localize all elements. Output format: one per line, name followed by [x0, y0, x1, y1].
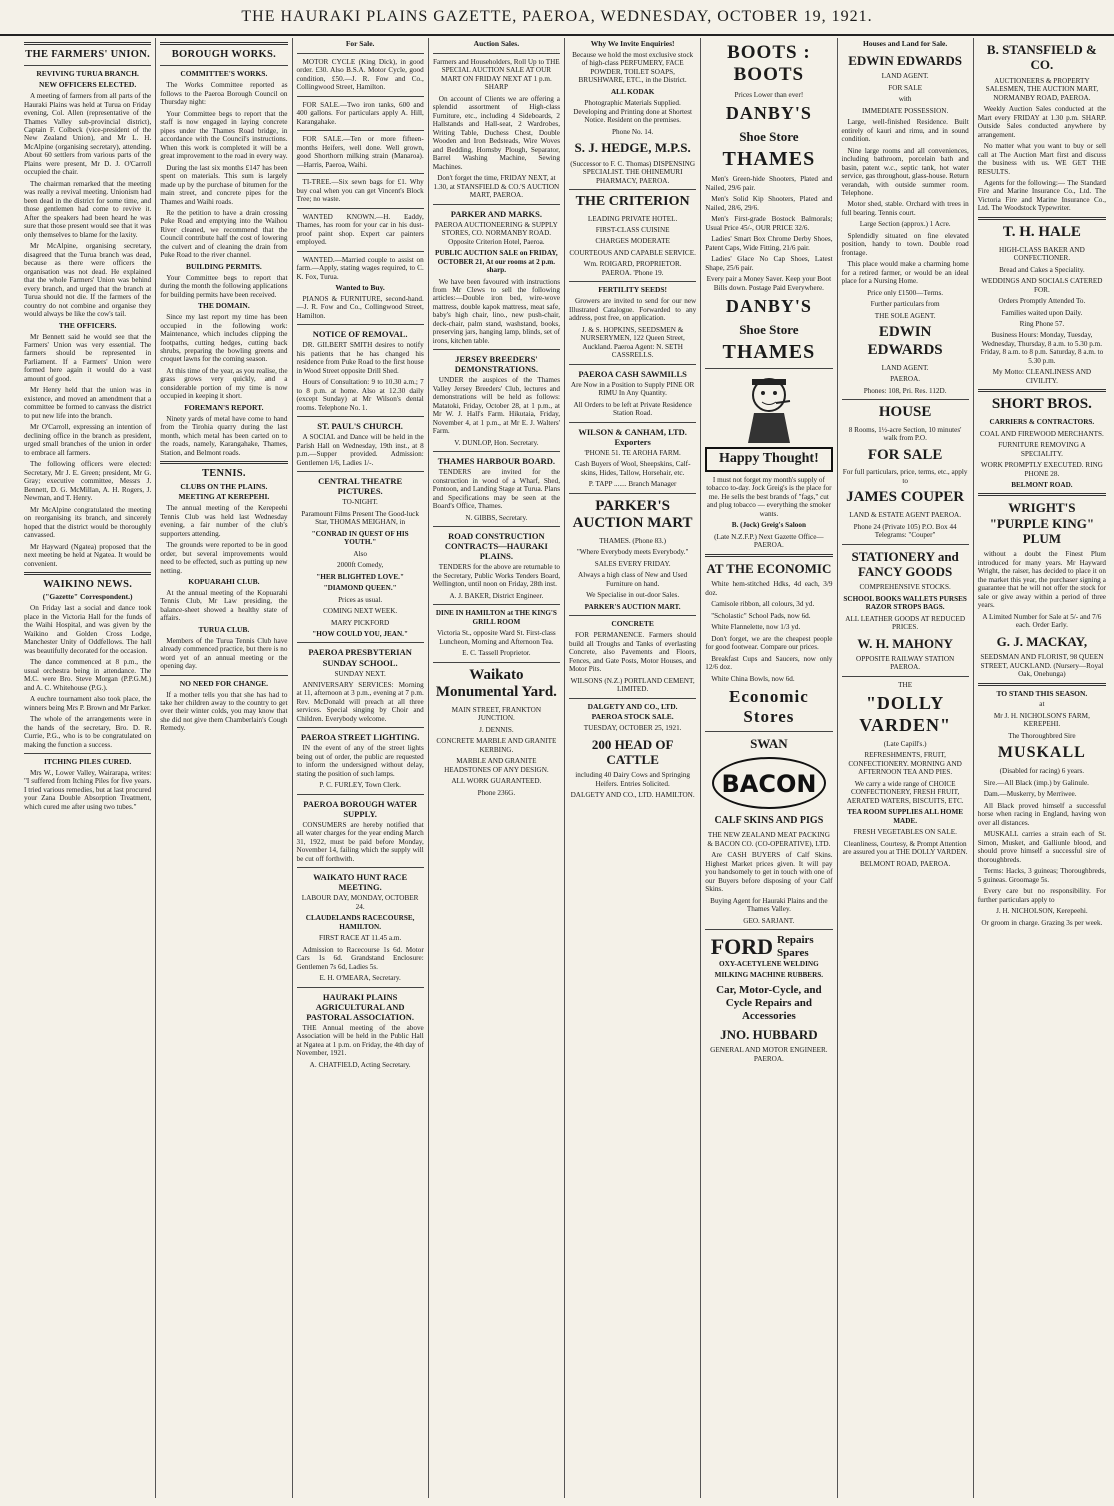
ad-body: at — [1039, 700, 1045, 709]
ad-body: TEA ROOM SUPPLIES ALL HOME MADE. — [847, 808, 964, 825]
ad-body: THE NEW ZEALAND MEAT PACKING & BACON CO. (CO-OPERATIVE), LTD. — [707, 831, 831, 848]
short-bros-title: SHORT BROS. — [991, 396, 1092, 413]
muskall-title: MUSKALL — [997, 744, 1086, 762]
ad-heading: FERTILITY SEEDS! — [598, 285, 668, 295]
notice-body: THE Annual meeting of the above Association will be held in the Public Hall at Ngatea at 1 p.m. on Friday, the 4th day of November, 1921. — [296, 1023, 424, 1058]
ad-body: Families waited upon Daily. — [1001, 308, 1083, 317]
paragraph: Since my last report my time has been occupied in the following work: Maintenance, which includes clipping the footpaths, cutting hedges, cutting back shrubs, preparing the bowling greens and croquet lawns for the coming season. — [160, 313, 288, 364]
thames-title: THAMES — [722, 340, 816, 363]
paragraph: The following officers were elected: Secretary, Mr J. E. Green; president, Mr G. Gray; executive committee, Messrs J. Bennett, D. G. McMillan, A. H. Rogers, J. Newman, and T. Henry. — [24, 460, 152, 503]
section-heading: TURUA CLUB. — [198, 624, 250, 634]
signature: E. H. O'MEARA, Secretary. — [319, 974, 401, 983]
ad-body: My Motto: CLEANLINESS AND CIVILITY. — [992, 368, 1092, 385]
ad-body: PAEROA AUCTIONEERING & SUPPLY STORES, CO. NORMANBY ROAD. Opposite Criterion Hotel, Paeroa. — [434, 220, 558, 246]
notice-line: MARY PICKFORD — [331, 618, 390, 627]
ad-body: WEDDINGS AND SOCIALS CATERED FOR. — [981, 277, 1103, 294]
ad-body: LAND & ESTATE AGENT PAEROA. — [849, 511, 962, 520]
section-heading: FOREMAN'S REPORT. — [184, 402, 264, 412]
ad-body: This place would make a charming home for a retired farmer, or would be an ideal place for a Nursing Home. — [841, 260, 969, 286]
car-repairs-title: Car, Motor-Cycle, and Cycle Repairs and Accessories — [716, 983, 822, 1022]
ad-body: SEEDSMAN AND FLORIST, 98 QUEEN STREET, AUCKLAND. (Nursery—Royal Oak, Onehunga) — [980, 653, 1104, 679]
signature: V. DUNLOP, Hon. Secretary. — [454, 438, 539, 447]
signature: Wm. ROIGARD, PROPRIETOR. PAEROA. 'Phone 19. — [583, 260, 682, 277]
notice-heading: PAEROA STREET LIGHTING. — [300, 732, 420, 743]
notice-heading: WAIKATO HUNT RACE MEETING. — [313, 872, 408, 893]
ad-body: Weekly Auction Sales conducted at the Mart every FRIDAY at 1.30 p.m. SHARP. Outside Sales conducted anywhere by arrangement. — [977, 105, 1106, 139]
section-heading: MEETING AT KEREPEHI. — [178, 492, 270, 502]
signature: P. C. FURLEY, Town Clerk. — [319, 781, 401, 790]
ad-body: P. TAPP ....... Branch Manager — [588, 480, 677, 489]
boots-title: BOOTS : BOOTS — [727, 42, 811, 86]
classified-ad: FOR SALE.—Two iron tanks, 600 and 400 gallons. For particulars apply A. Hill, Karangahake. — [296, 100, 424, 126]
bacon-logo-icon — [712, 757, 826, 809]
ad-body: Camisole ribbon, all colours, 3d yd. — [711, 600, 815, 609]
notice-body: Hours of Consultation: 9 to 10.30 a.m.; 7 to 8 p.m. at home. Also at 12.30 daily (except Sunday) at Mr Wilson's dental rooms. Telephone No. 1. — [296, 378, 424, 412]
ad-body: Or groom in charge. Grazing 3s per week. — [981, 918, 1103, 927]
house-title: HOUSE — [878, 404, 932, 421]
notice-body: DR. GILBERT SMITH desires to notify his patients that he has changed his residence from Puke Road to the first house in Wood Street opposite Drill Shed. — [296, 341, 424, 375]
ad-body: PARKER'S AUCTION MART. — [584, 602, 681, 611]
ad-body: The Thoroughbred Sire — [1008, 731, 1076, 740]
danbys-title: DANBY'S — [725, 296, 812, 317]
ad-body: We carry a wide range of CHOICE CONFECTIONERY, FRESH FRUIT, AERATED WATERS, BISCUITS, ETC. — [846, 779, 964, 805]
ad-body: Ring Phone 57. — [1019, 320, 1065, 328]
section-heading: KOPUARAHI CLUB. — [188, 577, 260, 587]
ad-body: White hem-stitched Hdks, 4d each, 3/9 doz. — [705, 580, 833, 597]
paragraph: A euchre tournament also took place, the winners being Mrs P. Brown and Mr Parker. — [24, 695, 152, 712]
criterion-title: THE CRITERION — [575, 193, 690, 209]
ad-body: FOR PERMANENCE. Farmers should build all Troughs and Tanks of everlasting Concrete, also Pavements and Floors, Fences, and Gate Posts, Motor Houses, and Motor Pits. — [569, 631, 697, 674]
ad-body: LAND AGENT. — [881, 363, 929, 372]
ad-body: We Specialise in out-door Sales. — [586, 591, 680, 600]
ad-body: CARRIERS & CONTRACTORS. — [989, 418, 1095, 427]
ad-body: (Late Capill's.) — [883, 739, 927, 748]
ad-heading: PAEROA STOCK SALE. — [591, 712, 674, 722]
ad-body: Mr J. H. NICHOLSON'S FARM, KEREPEHI. — [993, 711, 1090, 729]
paragraph: The dance commenced at 8 p.m., the usual orchestra being in attendance. The M.C. were Bro. Steve Morgan (P.P.G.M.) and A. C. Whitehouse (P.G.). — [24, 658, 152, 692]
notice-line: Paramount Films Present The Good-luck Star, THOMAS MEIGHAN, in — [301, 509, 419, 527]
ad-body: FIRST-CLASS CUISINE — [595, 225, 670, 234]
ad-body: BELMONT ROAD, PAEROA. — [859, 859, 951, 868]
ad-body: Phone No. 14. — [612, 127, 654, 136]
ad-body: Are Now in a Position to Supply PINE OR RIMU In Any Quantity. — [570, 380, 695, 398]
ad-body: "Scholastic" School Pads, now 6d. — [711, 611, 811, 620]
ad-body: Prices Lower than ever! — [734, 90, 804, 99]
ad-body: Cleanliness, Courtesy, & Prompt Attention are assured you at THE DOLLY VARDEN. — [842, 839, 968, 857]
ad-heading: DALGETY AND CO., LTD. — [587, 701, 678, 711]
paragraph: On Friday last a social and dance took place in the Victoria Hall for the funds of the Waihi Hospital, and was given by the Waikino and Golden Cross Lodge, Manchester Unity of Oddfellows. The hall was beautifully decorated for the occasion. — [24, 604, 152, 655]
ad-body: Ladies' Smart Box Chrome Derby Shoes, Patent Caps, Wide Fitting, 21/6 pair. — [705, 235, 833, 252]
classified-ad: PIANOS & FURNITURE, second-hand.—J. R. Fow and Co., Collingwood Street, Hamilton. — [296, 294, 424, 320]
ad-body: I must not forget my month's supply of tobacco to-day. Jock Greig's is the place for me. He sells the best brands of "fags," cut and plug tobacco — everything the smoker wants. — [706, 475, 832, 518]
ad-body: MILKING MACHINE RUBBERS. — [714, 971, 824, 980]
ad-heading: PARKER AND MARKS. — [450, 208, 542, 219]
section-heading: BUILDING PERMITS. — [185, 261, 262, 271]
ad-body: THE SOLE AGENT. — [874, 311, 936, 320]
ad-heading: WILSON & CANHAM, LTD. Exporters — [578, 426, 687, 447]
paragraph: Mr McAlpine congratulated the meeting on reorganising its branch, and sincerely hoped that the district would be thoroughly canvassed. — [24, 505, 152, 540]
shoe-store-title: Shoe Store — [739, 321, 799, 337]
stationery-title: STATIONERY and FANCY GOODS — [851, 548, 959, 579]
danbys-title: DANBY'S — [725, 103, 812, 124]
ad-body: A Limited Number for Sale at 5/- and 7/6 each. Order Early. — [982, 612, 1102, 630]
notice-body: Admission to Racecourse 1s 6d. Motor Cars 1s 6d. Grandstand Enclosure: Gentlemen 7s 6d, Ladies 5s. — [296, 945, 424, 971]
ad-body: OXY-ACETYLENE WELDING — [719, 960, 819, 968]
ad-body: THAMES. (Phone 83.) — [599, 536, 666, 545]
ad-body: Victoria St., opposite Ward St. First-class Luncheon, Morning and Afternoon Tea. — [437, 629, 556, 646]
ad-body: Breakfast Cups and Saucers, now only 12/6 doz. — [705, 654, 833, 672]
economic-stores-title: Economic Stores — [728, 686, 809, 727]
article-title: BOROUGH WORKS. — [171, 49, 277, 60]
ad-body: We have been favoured with instructions from Mr Clews to sell the following articles:—Double iron bed, wire-wove mattress, double kapok mattress, meat safe, baby's high chair, lino., new push-chair, deck-chair, palm stand, washstand, books, preserving jars, hanging lamp, blinds, set of irons, kitchen table. — [432, 277, 560, 345]
ad-body: TENDERS are invited for the construction in wood of a Wharf, Shed, Pontoon, and Landing Stage at Turua. Plans and Specifications may be seen at the Board's Office, Thames. — [432, 468, 560, 511]
ad-body: ALL KODAK — [610, 87, 655, 96]
ad-body: CHARGES MODERATE — [595, 237, 670, 246]
section-heading: ITCHING PILES CURED. — [43, 757, 132, 767]
film-title: "HER BLIGHTED LOVE." — [316, 572, 404, 581]
paragraph: During the last six months £147 has been spent on materials. This sum is largely made up by the purchase of bitumen for the main street, and concrete pipes for the Thames and Waihi roads. — [160, 163, 288, 206]
ad-body: Nine large rooms and all conveniences, including bathroom, porcelain bath and basin, patent w.c., septic tank, hot water service, gas throughout, glass-house. Return verandah, with outside summer room. Telephone. — [841, 146, 969, 197]
paragraph: Mr O'Carroll, expressing an intention of declining office in the branch as president, urged small branches of the union in order to embrace all farmers. — [24, 423, 152, 457]
paragraph: The chairman remarked that the meeting was really a revival meeting. Unionism had been dead in the district for some time, and those gentlemen had come to revive it. After the speakers had been heard he was sure that those present would see that it was only themselves to blame for the laxity. — [24, 179, 152, 239]
paragraph: A meeting of farmers from all parts of the Hauraki Plains was held at Turua on Friday evening, Col. Allen (representative of the Thames Valley sub-provincial district), Captain F. Colbeck (vice-president of the New Zealand Union), and Mr L. H. McAlpine (organising secretary), attending. About 60 settlers from various parts of the Plains were present, Mr D. J. O'Carroll occupied the chair. — [24, 92, 152, 177]
section-heading: Houses and Land for Sale. — [862, 39, 948, 48]
ad-body: Bread and Cakes a Speciality. — [999, 265, 1085, 274]
ad-body: MAIN STREET, FRANKTON JUNCTION. — [451, 706, 542, 723]
ad-body: with — [898, 95, 912, 104]
ad-body: MUSKALL carries a strain each of St. Simon, Musket, and Galliunle blood, and should prove himself a successful sire of thoroughbreds. — [977, 830, 1106, 864]
ad-body: 8 Rooms, 1½-acre Section, 10 minutes' walk from P.O. — [848, 425, 962, 443]
ad-body: Phones: 108, Pri. Res. 112D. — [863, 386, 947, 395]
article-subtitle: NEW OFFICERS ELECTED. — [39, 80, 137, 90]
ford-title: FORD — [710, 934, 774, 960]
notice-heading: PAEROA PRESBYTERIAN SUNDAY SCHOOL. — [308, 647, 412, 668]
column-farmers-union — [20, 38, 156, 1498]
article-title: TENNIS. — [201, 468, 246, 480]
happy-thought-title: Happy Thought! — [705, 447, 832, 472]
notice-heading: CENTRAL THEATRE PICTURES. — [318, 476, 403, 497]
ad-body: Phone 24 (Private 105) P.O. Box 44 Telegrams: "Couper" — [853, 522, 957, 540]
classified-ad: WANTED KNOWN.—H. Eaddy, Thames, has room for your car in his dust-proof paint shop. Expert car painters employed. — [296, 212, 424, 247]
shoe-store-title: Shoe Store — [739, 128, 799, 144]
film-title: "CONRAD IN QUEST OF HIS YOUTH." — [311, 529, 409, 547]
ad-body: Business Hours: Monday, Tuesday, Wednesday, Thursday, 8 a.m. to 5.30 p.m. Friday, 8 a.m. to 8 p.m. Saturday, 8 a.m. to 5.30 p.m. — [980, 331, 1104, 365]
paragraph: Mr Hayward (Ngatea) proposed that the next meeting be held at Ngatea. It would be convenient. — [24, 542, 152, 568]
section-heading: Auction Sales. — [473, 39, 520, 48]
column-boots-ads — [701, 38, 837, 1498]
paragraph: At this time of the year, as you realise, the grass grows very quickly, and a considerable portion of my time is now occupied in keeping it short. — [160, 366, 288, 401]
ad-body: (Successor to F. C. Thomas) DISPENSING SPECIALIST. THE OHINEMURI PHARMACY, PAEROA. — [570, 159, 696, 185]
paragraph: Your Committee begs to report that during the month the following applications for building permits have been received. — [160, 273, 288, 299]
notice-line: Prices as usual. — [338, 595, 383, 604]
ad-heading: TO STAND THIS SEASON. — [996, 688, 1088, 698]
article-subtitle: REVIVING TURUA BRANCH. — [36, 69, 139, 79]
notice-line: FIRST RACE AT 11.45 a.m. — [318, 934, 402, 943]
paragraph: The Works Committee reported as follows to the Paeroa Borough Council on Thursday night: — [160, 81, 288, 107]
parkers-auction-mart-title: PARKER'S AUCTION MART — [572, 497, 693, 532]
hubbard-title: JNO. HUBBARD — [720, 1026, 818, 1042]
ad-body: Farmers and Householders, Roll Up to THE SPECIAL AUCTION SALE AT OUR MART ON FRIDAY NEXT AT 1 p.m. SHARP — [433, 57, 560, 92]
ad-body: Cash Buyers of Wool, Sheepskins, Calf-skins, Hides, Tallow, Horsehair, etc. — [574, 460, 691, 477]
ad-body: REFRESHMENTS, FRUIT, CONFECTIONERY. MORNING AND AFTERNOON TEA AND PIES. — [848, 751, 962, 777]
ad-body: Terms: Hacks, 3 guineas; Thoroughbreds, 5 guineas. Groomage 5s. — [977, 867, 1106, 884]
ad-body: TENDERS for the above are returnable to the Secretary, Public Works Tenders Board, Wellington, until noon on Friday, 28th inst. — [432, 563, 560, 589]
ad-heading: Why We Invite Enquiries! — [590, 39, 675, 48]
ad-body: WILSONS (N.Z.) PORTLAND CEMENT, LIMITED. — [570, 676, 695, 694]
ad-body: Don't forget, we are the cheapest people for good footwear. Compare our prices. — [705, 634, 833, 652]
ad-body: Always a high class of New and Used Furniture on hand. — [578, 571, 688, 588]
classified-ad: WANTED.—Married couple to assist on farm.—Apply, stating wages required, to C. K. Fox, Turua. — [296, 255, 424, 281]
ad-body: THE — [898, 680, 913, 689]
ad-body: HIGH-CLASS BAKER AND CONFECTIONER. — [998, 245, 1085, 263]
mahony-title: W. H. MAHONY — [857, 635, 953, 651]
notice-line: CLAUDELANDS RACECOURSE, HAMILTON. — [305, 914, 415, 931]
ad-heading: ROAD CONSTRUCTION CONTRACTS—HAURAKI PLAINS. — [444, 531, 548, 562]
ad-body: LAND AGENT. — [881, 72, 929, 81]
ad-body: Growers are invited to send for our new Illustrated Catalogue. Forwarded to any address, post free, on application. — [569, 297, 697, 323]
ad-body: Sire.—All Black (imp.) by Galinule. — [983, 778, 1089, 787]
ad-body: Large Section (approx.) 1 Acre. — [859, 220, 951, 229]
ad-body: IMMEDIATE POSSESSION. — [861, 106, 949, 115]
ad-heading: JERSEY BREEDERS' DEMONSTRATIONS. — [454, 354, 538, 375]
notice-heading: PAEROA BOROUGH WATER SUPPLY. — [303, 798, 418, 819]
section-heading: NO NEED FOR CHANGE. — [179, 678, 269, 688]
ad-body: UNDER the auspices of the Thames Valley Jersey Breeders' Club, lectures and demonstrations will be held as follows: Matatoki, Friday, October 28, at 1 p.m., at Mr W. J. Hall's Farm. Hikutaia, Friday, November 4, at 1 p.m., at Mr E. J. Walters' Farm. — [432, 376, 560, 436]
ad-body: SALES EVERY FRIDAY. — [594, 559, 671, 568]
signature: J. H. NICHOLSON, Kerepeehi. — [996, 907, 1088, 916]
for-sale-title: FOR SALE — [867, 446, 943, 463]
ad-body: Ladies' Glace No Cap Shoes, Latest Shape, 25/6 pair. — [705, 255, 833, 272]
ad-body: Are CASH BUYERS of Calf Skins. Highest Market prices given. It will pay you handsomely to get in touch with one of our Buyers before disposing of your Calf Skins. — [705, 851, 833, 894]
ad-body: White Flannelette, now 1/3 yd. — [711, 623, 801, 632]
ad-body: For full particulars, price, terms, etc., apply to — [842, 468, 968, 485]
ad-body: LEADING PRIVATE HOTEL. — [587, 214, 678, 223]
ad-body: No matter what you want to buy or sell call at The Auction Mart first and discuss the business with us. WE GET THE RESULTS. — [977, 142, 1106, 176]
notice-body: CONSUMERS are hereby notified that all water charges for the year ending March 31, 1922, must be paid before Monday, November 14, failing which the supply will be cut off forthwith. — [296, 820, 424, 863]
film-title: "DIAMOND QUEEN." — [323, 584, 397, 593]
classified-ad: MOTOR CYCLE (King Dick), in good order. £30. Also B.S.A. Motor Cycle, good condition, £50.—J. R. Fow and Co., Collingwood Street, Hamilton. — [296, 57, 424, 92]
ad-body: Orders Promptly Attended To. — [998, 297, 1086, 306]
ad-body: Buying Agent for Hauraki Plains and the Thames Valley. — [710, 896, 828, 914]
section-heading: THE DOMAIN. — [198, 301, 250, 311]
signature: A. J. BAKER, District Engineer. — [449, 591, 544, 600]
ad-body: "Where Everybody meets Everybody." — [576, 548, 689, 557]
notice-heading: ST. PAUL'S CHURCH. — [317, 421, 403, 432]
article-subtitle: CLUBS ON THE PLAINS. — [180, 481, 268, 491]
ad-body: Every care but no responsibility. For further particulars apply to — [977, 887, 1106, 904]
ad-body: CONCRETE MARBLE AND GRANITE KERBING. — [436, 737, 557, 754]
ad-body: All Black proved himself a successful horse when racing in England, having won over all distances. — [977, 801, 1106, 827]
ad-heading: DINE IN HAMILTON at THE KING'S GRILL ROOM — [435, 609, 557, 626]
ad-body: SCHOOL BOOKS WALLETS PURSES RAZOR STROPS BAGS. — [843, 594, 967, 612]
section-heading: THE OFFICERS. — [58, 320, 117, 330]
ad-body: B. (Jock) Greig's Saloon — [731, 521, 806, 530]
paragraph: If a mother tells you that she has had to take her children away to the country to get over their winter colds, you may know that she did not give them Chamberlain's Cough Remedy. — [160, 690, 288, 733]
ad-body: ALL WORK GUARANTEED. — [451, 777, 542, 786]
notice-body: ANNIVERSARY SERVICES: Morning at 11, afternoon at 3 p.m., evening at 7 p.m. Rev. McDonald will preach at all three services. Special singing by Choir and Children. Everybody welcome. — [296, 681, 424, 723]
ad-body: including 40 Dairy Cows and Springing Heifers. Entries Solicited. — [575, 771, 691, 788]
ad-body: Splendidly situated on fine elevated position, handy to town. Double road frontage. — [841, 231, 969, 257]
ad-body: FRESH VEGETABLES ON SALE. — [853, 828, 957, 837]
ad-body: OPPOSITE RAILWAY STATION PAEROA. — [856, 654, 955, 672]
notice-line: 2000ft Comedy, — [337, 561, 384, 570]
masthead: THE HAURAKI PLAINS GAZETTE, PAEROA, WEDNESDAY, OCTOBER 19, 1921. — [0, 0, 1114, 36]
dolly-varden-title: "DOLLY VARDEN" — [859, 693, 951, 735]
column-classifieds — [293, 38, 429, 1498]
notice-line: TO-NIGHT. — [342, 498, 378, 507]
ad-body: BELMONT ROAD. — [1011, 480, 1073, 489]
ad-body: (Disabled for racing) 6 years. — [999, 767, 1085, 776]
ad-body: AUCTIONEERS & PROPERTY SALESMEN, THE AUCTION MART, NORMANBY ROAD, PAEROA. — [985, 76, 1099, 102]
paragraph: The whole of the arrangements were in the hands of the secretary, Bro. D. R. Currie, P.G., who is to be congratulated on making the function a success. — [24, 715, 152, 749]
classified-ad: TI-TREE.—Six sewn bags for £1. Why buy coal when you can get Vincent's Block Tree; no waste. — [296, 178, 424, 204]
notice-body: A SOCIAL and Dance will be held in the Parish Hall on Wednesday, 19th inst., at 8 p.m.—Supper provided. Admission: Gentlemen 1/6, Ladies 1/-. — [296, 433, 424, 467]
paragraph: Your Committee begs to report that the staff is now engaged in laying concrete pipes under the Thames Road bridge, in accordance with the Council's instructions. When this work is completed it will be a great improvement to the road in every way. — [160, 109, 288, 161]
calf-skins-title: CALF SKINS AND PIGS — [714, 815, 824, 827]
ad-body: Men's Solid Kip Shooters, Plated and Nailed, 28/6, 29/6. — [705, 195, 833, 212]
section-heading: Wanted to Buy. — [335, 283, 385, 293]
ad-body: without a doubt the Finest Plum introduced for many years. Mr Hayward Wright, the raiser, has decided to place it on the market this year, the purchaser signing a guarantee that he will not offer the stock for sale or give away within a period of three years. — [977, 550, 1106, 610]
column-auction-sales — [429, 38, 565, 1498]
ad-body: DALGETY AND CO., LTD. HAMILTON. — [570, 791, 695, 800]
ad-body: Further particulars from — [870, 300, 940, 309]
ad-body: TUESDAY, OCTOBER 25, 1921. — [583, 724, 682, 733]
section-heading: For Sale. — [345, 39, 375, 48]
article-subtitle: ("Gazette" Correspondent.) — [42, 592, 133, 602]
thames-title: THAMES — [722, 147, 816, 170]
ad-body: Don't forget the time, FRIDAY NEXT, at 1.30, at STANSFIELD & CO.'S AUCTION MART, PAEROA. — [433, 174, 560, 200]
ad-body: ALL LEATHER GOODS AT REDUCED PRICES. — [845, 614, 966, 632]
smoker-illustration-icon — [724, 373, 814, 443]
economic-title: AT THE ECONOMIC — [706, 560, 832, 576]
film-title: "HOW COULD YOU, JEAN." — [312, 630, 408, 638]
ad-heading: PAEROA CASH SAWMILLS — [578, 368, 687, 379]
ad-body: WORK PROMPTLY EXECUTED. RING PHONE 28. — [980, 461, 1103, 478]
notice-heading: NOTICE OF REMOVAL. — [312, 329, 408, 340]
ad-body: Photographic Materials Supplied. Developing and Printing done at Shortest Notice. Resident on the premises. — [573, 99, 693, 125]
hale-title: T. H. HALE — [1002, 223, 1081, 240]
paragraph: Members of the Turua Tennis Club have already commenced practice, but there is no word yet of an annual meeting or the opening day. — [160, 636, 288, 671]
ad-body: FOR SALE — [888, 83, 922, 92]
paragraph: The grounds were reported to be in good order, but several improvements would need to be effected, such as putting up new netting. — [160, 541, 288, 575]
paragraph: Ninety yards of metal have come to hand from the Tirohia quarry during the last month, which metal has been carted on to the roads, namely, Karangahake, Thames, Station, and Belmont roads. — [160, 414, 288, 457]
purple-king-title: WRIGHT'S "PURPLE KING" PLUM — [989, 500, 1095, 547]
ad-body: Price only £1500—Terms. — [867, 288, 944, 297]
ad-body: (Late N.Z.F.P.) Next Gazette Office—PAEROA. — [714, 532, 824, 550]
ad-body: COMPREHENSIVE STOCKS. — [859, 583, 951, 592]
hedge-title: S. J. HEDGE, M.P.S. — [574, 140, 691, 156]
ad-body: Men's Green-hide Shooters, Plated and Nailed, 29/6 pair. — [705, 175, 833, 192]
ad-body: Phone 236G. — [477, 788, 516, 797]
stansfield-title: B. STANSFIELD & CO. — [986, 42, 1097, 73]
swan-title: SWAN — [750, 736, 788, 752]
ad-body: J. DENNIS. — [479, 725, 514, 734]
ad-body: Because we hold the most exclusive stock of high-class PERFUMERY, FACE POWDER, TOILET SOAPS, BRUSHWARE, ETC., in the District. — [572, 50, 694, 85]
column-stansfield-ads — [974, 38, 1110, 1498]
paragraph: Mr Henry held that the union was in existence, and moved an amendment that a committee be formed to canvass the district to put new life into the branch. — [24, 386, 152, 420]
ad-body: GENERAL AND MOTOR ENGINEER. PAEROA. — [710, 1046, 828, 1063]
ad-body: COURTEOUS AND CAPABLE SERVICE. — [569, 248, 696, 257]
ad-body: Dam.—Muskerry, by Merriwee. — [983, 790, 1077, 799]
ad-body: PUBLIC AUCTION SALE on FRIDAY, OCTOBER 21, At our rooms at 2 p.m. sharp. — [435, 249, 558, 275]
signature: GEO. SARJANT. — [743, 916, 795, 925]
signature: A. CHATFIELD, Acting Secretary. — [309, 1060, 411, 1069]
article-subtitle: COMMITTEE'S WORKS. — [180, 69, 268, 79]
cattle-count: 200 HEAD OF CATTLE — [591, 736, 674, 768]
paragraph: The annual meeting of the Kerepeehi Tennis Club was held last Wednesday evening, a fair number of the club's supporters attending. — [160, 504, 288, 538]
paragraph: Re the petition to have a drain crossing Puke Road and emptying into the Waihou River cleaned, we recommend that the Council contribute half the cost of lowering the culvert and of cleaning the drain from Puke Road to the river channel. — [160, 209, 288, 260]
notice-line: SUNDAY NEXT. — [334, 669, 386, 678]
newspaper-page — [20, 38, 1110, 1498]
notice-line: LABOUR DAY, MONDAY, OCTOBER 24. — [301, 894, 419, 911]
mackay-title: G. J. MACKAY, — [996, 633, 1088, 649]
article-title: WAIKINO NEWS. — [43, 579, 133, 591]
ad-body: Men's First-grade Bostock Balmorals; Usual Price 45/-, OUR PRICE 32/6. — [705, 215, 833, 232]
ad-body: Every pair a Money Saver. Keep your Boot Bills down. Postage Paid Everywhere. — [706, 275, 832, 292]
ad-body: All Orders to be left at Private Residence Station Road. — [573, 400, 692, 418]
monumental-yard-title: Waikato Monumental Yard. — [435, 666, 557, 701]
notice-body: IN the event of any of the street lights being out of order, the public are requested to inform the undersigned without delay, stating the position of such lamps. — [296, 744, 424, 778]
ad-body: On account of Clients we are offering a splendid assortment of High-class Furniture, etc., including 4 Sideboards, 2 Hallstands and Hall-seat, 2 Wardrobes, Writing Table, Duchess Chest, Double Wooden and Iron Bedsteads, Wire Woves and Bedding, Hornsby Plough, Separator, Barrel Washing Machine, Sewing Machines. — [432, 94, 560, 171]
ad-body: 'PHONE 51. TE AROHA FARM. — [584, 448, 681, 457]
ad-body: Motor shed, stable. Orchard with trees in full bearing. Tennis court. — [841, 200, 969, 217]
column-pharmacy-ads — [565, 38, 701, 1498]
paragraph: Mrs W., Lower Valley, Wairarapa, writes: "I suffered from Itching Piles for five years. I tried various remedies, but at last procured your Zana Double Absorption Treatment, which cured me after using two tubes." — [24, 768, 152, 811]
column-borough-works — [156, 38, 292, 1498]
ad-heading: CONCRETE — [611, 619, 654, 629]
notice-line: COMING NEXT WEEK. — [323, 607, 398, 616]
james-couper-title: JAMES COUPER — [846, 489, 965, 506]
article-title: THE FARMERS' UNION. — [25, 49, 151, 60]
paragraph: Mr Bennett said he would see that the Farmers' Union was very essential. The farmers should be represented in Parliament. If a Farmers' Union were formed here again it would do a vast amount of good. — [24, 332, 152, 383]
bacon-logo-text: BACON — [721, 770, 817, 799]
signature: E. C. Tassell Proprietor. — [462, 649, 531, 658]
classified-ad: FOR SALE.—Ten or more fifteen-months Heifers, well done. Well grown, good Shorthorn milking strain (Manaroa).—Harris, Paeroa, Waihi. — [296, 135, 424, 169]
ad-body: FURNITURE REMOVING A SPECIALITY. — [998, 441, 1086, 458]
ford-banner — [705, 934, 832, 960]
ad-body: PAEROA. — [890, 375, 921, 384]
signature: N. GIBBS, Secretary. — [465, 513, 528, 522]
column-houses-land — [838, 38, 974, 1498]
ad-body: J. & S. HOPKINS, SEEDSMEN & NURSERYMEN, 122 Queen Street, Auckland. Paeroa Agent: N. SETH CASSRELLS. — [580, 325, 685, 360]
edwin-edwards-title: EDWIN EDWARDS — [848, 52, 963, 68]
ad-body: Large, well-finished Residence. Built entirely of kauri and rimu, and in sound condition. — [841, 118, 969, 144]
ad-body: White China Bowls, now 6d. — [711, 674, 795, 683]
paragraph: Mr McAlpine, organising secretary, disagreed that the Turua branch was dead, because as there were officers the organisation was not dead. He explained that the whole Farmers' Union was behind every branch, and urged that the branch at Turua should not die. If the farmers of the country do not combine and organise they would always be like the cow's tail. — [24, 242, 152, 319]
ad-body: Agents for the following:— The Standard Fire and Marine Insurance Co., Ltd. The Victoria Fire and Marine Insurance Co., Ltd. The Woodstock Typewriter. — [977, 178, 1106, 213]
ad-body: COAL AND FIREWOOD MERCHANTS. — [979, 429, 1104, 438]
repairs-title: Repairs Spares — [777, 934, 814, 960]
paragraph: At the annual meeting of the Kopuarahi Tennis Club, Mr Law presiding, the balance-sheet showed a healthy state of affairs. — [160, 588, 288, 623]
notice-heading: HAURAKI PLAINS AGRICULTURAL AND PASTORAL ASSOCIATION. — [306, 991, 414, 1022]
edwin-edwards-title: EDWIN EDWARDS — [867, 324, 943, 358]
ad-body: MARBLE AND GRANITE HEADSTONES OF ANY DESIGN. — [444, 757, 549, 774]
ad-heading: THAMES HARBOUR BOARD. — [437, 456, 556, 467]
notice-line: Also — [353, 549, 367, 558]
